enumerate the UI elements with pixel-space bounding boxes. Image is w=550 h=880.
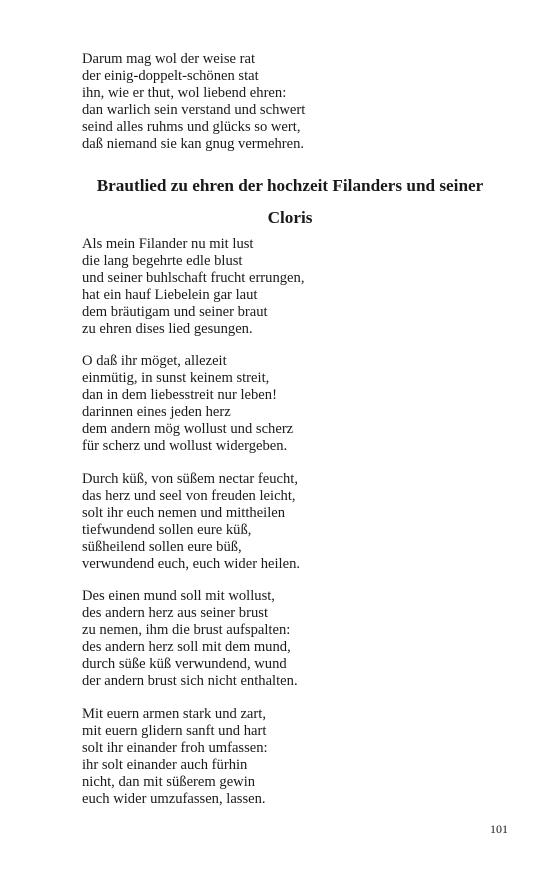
- verse-line: dem andern mög wollust und scherz: [82, 420, 294, 437]
- verse-line: seind alles ruhms und glücks so wert,: [82, 118, 301, 135]
- verse-line: ihr solt einander auch fürhin: [82, 756, 248, 773]
- verse-line: Durch küß, von süßem nectar feucht,: [82, 471, 298, 487]
- verse-line: der andern brust sich nicht enthalten.: [82, 672, 298, 689]
- verse-line: nicht, dan mit süßerem gewin: [82, 773, 256, 790]
- verse-line: mit euern glidern sanft und hart: [82, 722, 267, 739]
- verse-line: dan in dem liebesstreit nur leben!: [82, 386, 277, 403]
- verse-line: Mit euern armen stark und zart,: [82, 706, 266, 722]
- poem-stanza-1: [82, 236, 304, 337]
- poem-title-line-2: Cloris: [267, 208, 313, 227]
- verse-line: zu nemen, ihm die brust aufspalten:: [82, 621, 291, 638]
- poem-stanza-3: [82, 471, 300, 572]
- verse-line: solt ihr einander froh umfassen:: [82, 739, 268, 756]
- verse-line: des andern herz aus seiner brust: [82, 604, 268, 621]
- verse-line: O daß ihr möget, allezeit: [82, 353, 227, 369]
- verse-line: durch süße küß verwundend, wund: [82, 655, 287, 672]
- verse-line: solt ihr euch nemen und mittheilen: [82, 504, 286, 521]
- opening-stanza: [82, 51, 305, 152]
- verse-line: einmütig, in sunst keinem streit,: [82, 369, 270, 386]
- verse-line: ihn, wie er thut, wol liebend ehren:: [82, 84, 287, 101]
- verse-line: für scherz und wollust widergeben.: [82, 437, 288, 454]
- page-number: 101: [490, 822, 508, 836]
- poem-stanza-5: [82, 706, 268, 807]
- verse-line: und seiner buhlschaft frucht errungen,: [82, 269, 305, 286]
- verse-line: dan warlich sein verstand und schwert: [82, 101, 306, 118]
- verse-line: verwundend euch, euch wider heilen.: [82, 555, 301, 572]
- verse-line: euch wider umzufassen, lassen.: [82, 790, 266, 807]
- verse-line: Als mein Filander nu mit lust: [82, 236, 254, 252]
- verse-line: des andern herz soll mit dem mund,: [82, 638, 291, 655]
- verse-line: der einig-doppelt-schönen stat: [82, 67, 259, 84]
- verse-line: hat ein hauf Liebelein gar laut: [82, 286, 258, 303]
- verse-line: Des einen mund soll mit wollust,: [82, 588, 275, 604]
- verse-line: die lang begehrte edle blust: [82, 252, 243, 269]
- verse-line: tiefwundend sollen eure küß,: [82, 521, 252, 538]
- poem-title-line-1: Brautlied zu ehren der hochzeit Filanders und seiner: [96, 176, 484, 195]
- verse-line: daß niemand sie kan gnug vermehren.: [82, 135, 305, 152]
- verse-line: dem bräutigam und seiner braut: [82, 303, 268, 320]
- verse-line: zu ehren dises lied gesungen.: [82, 320, 253, 337]
- verse-line: das herz und seel von freuden leicht,: [82, 487, 296, 504]
- poem-stanza-2: [82, 353, 293, 454]
- verse-line: Darum mag wol der weise rat: [82, 51, 256, 67]
- verse-line: darinnen eines jeden herz: [82, 403, 231, 420]
- poem-stanza-4: [82, 588, 298, 689]
- verse-line: süßheilend sollen eure büß,: [82, 538, 242, 555]
